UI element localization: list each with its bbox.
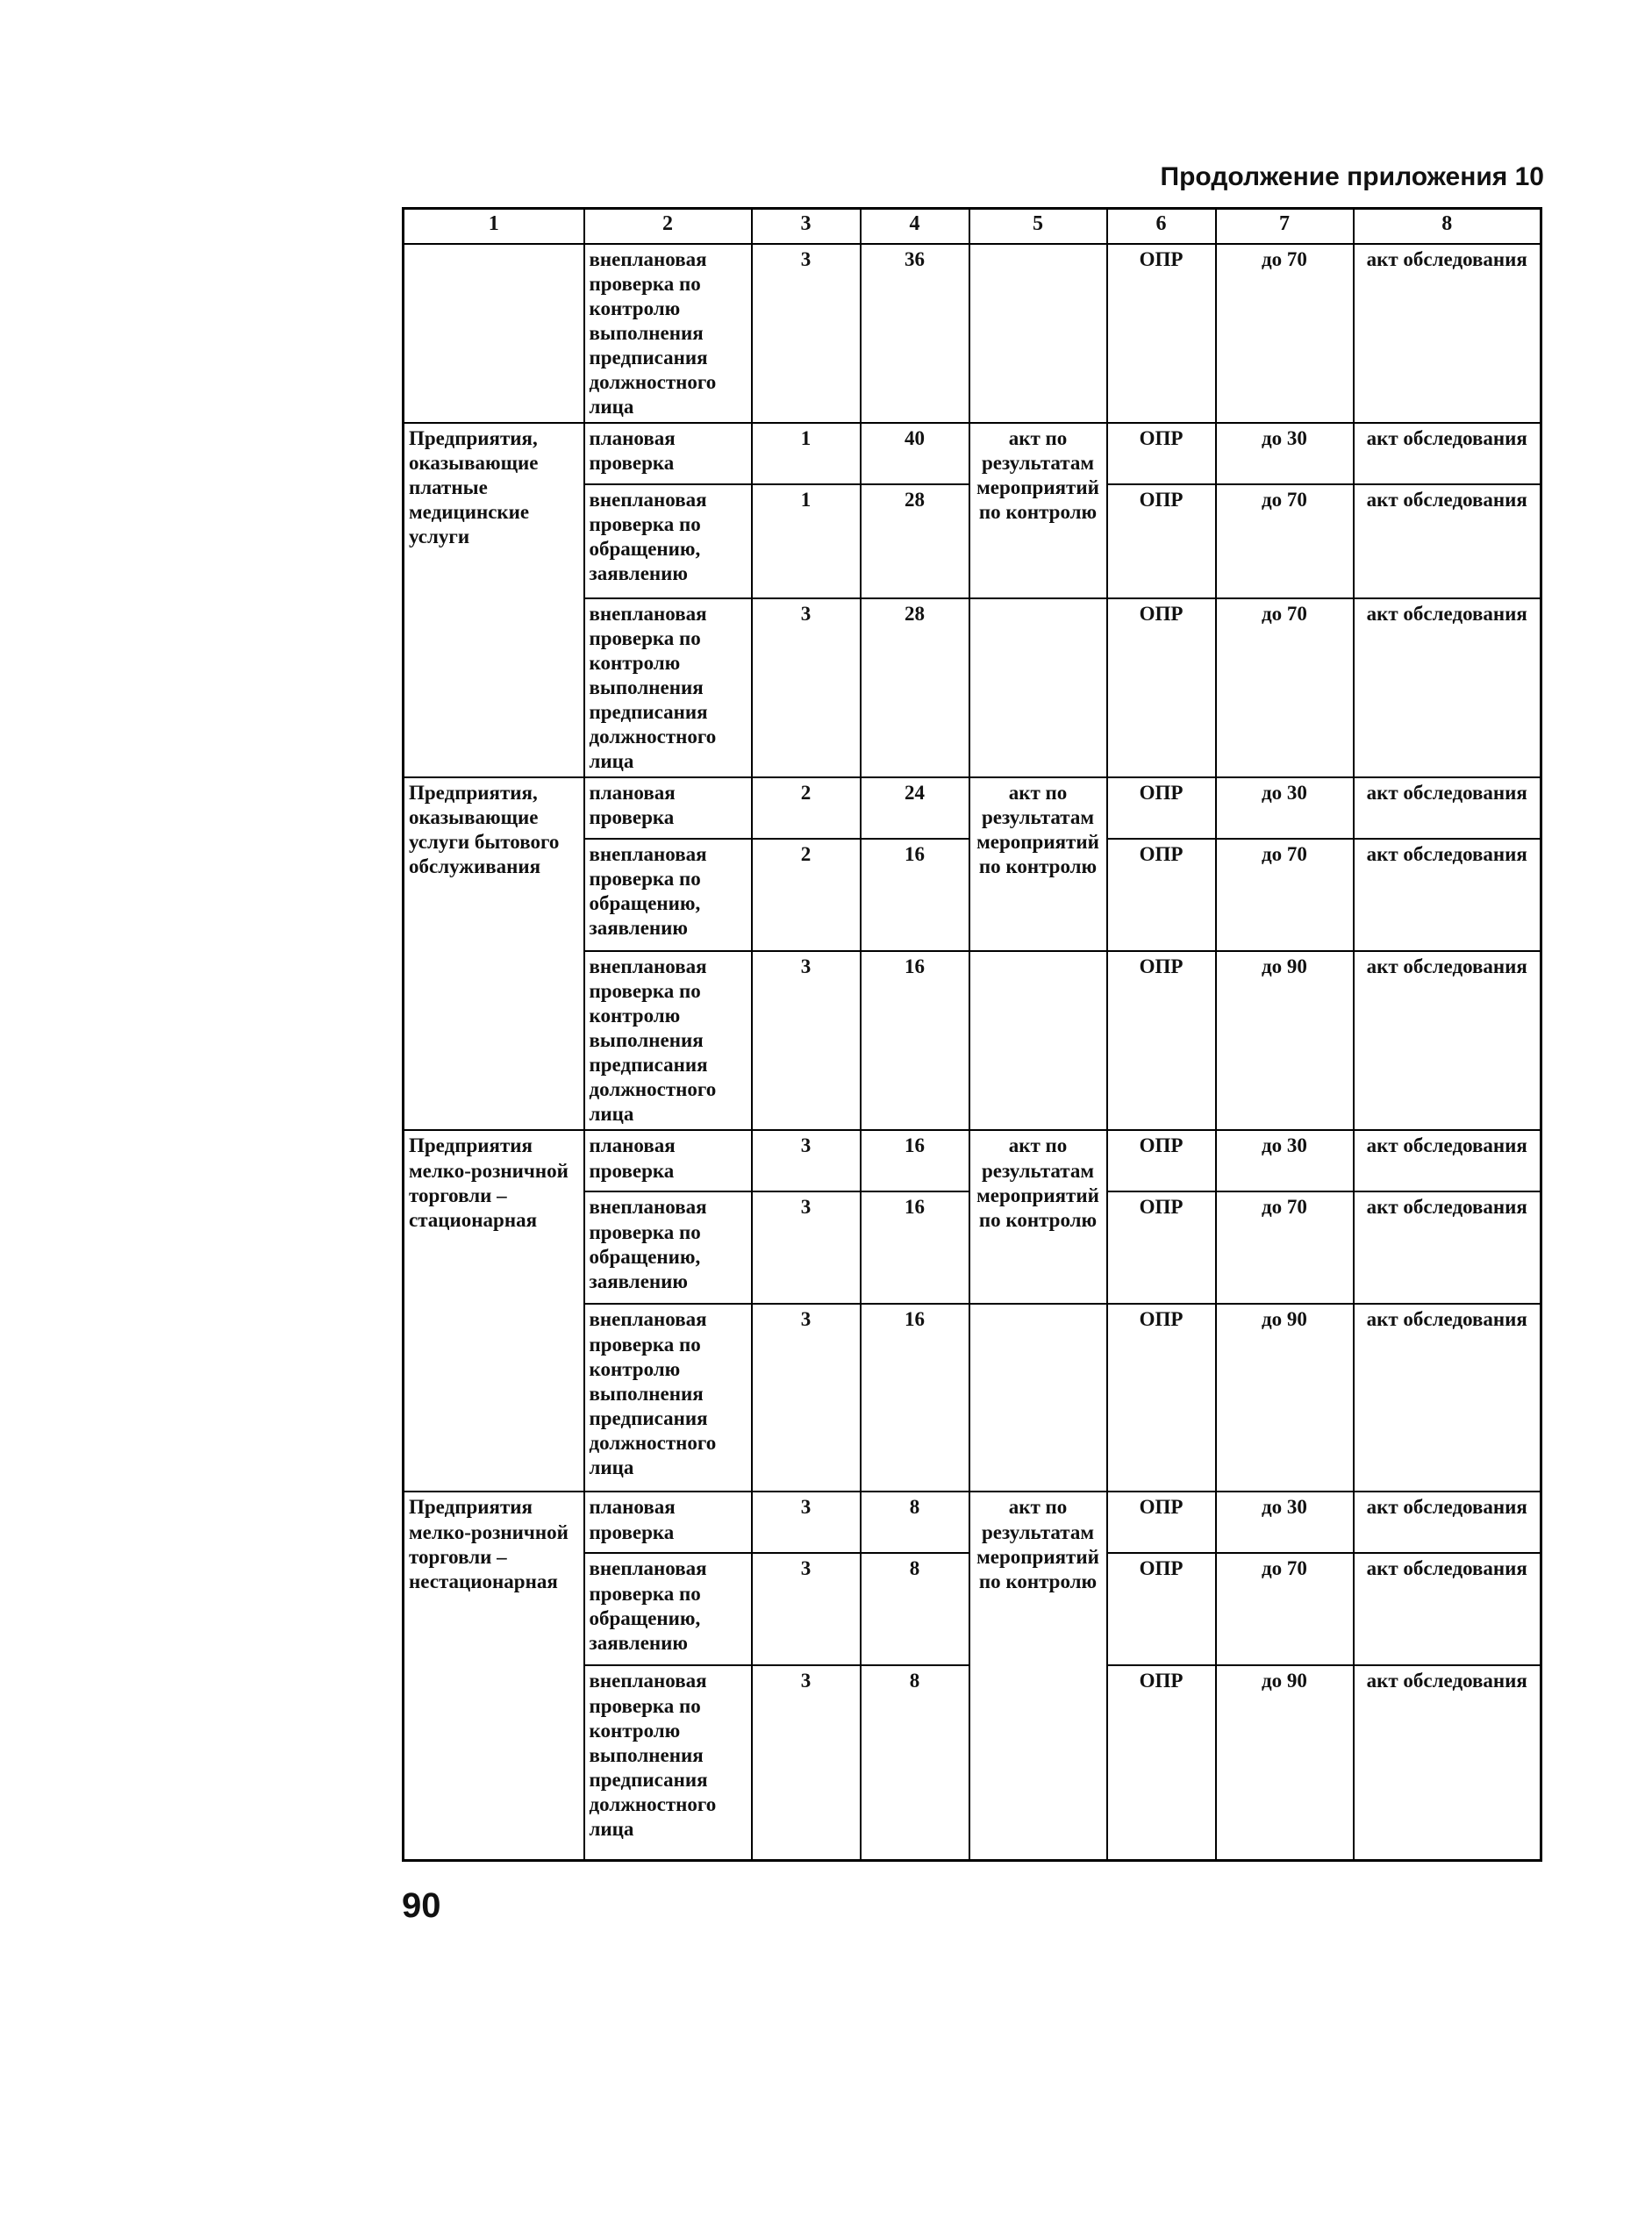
table-cell: до 30	[1216, 1492, 1354, 1553]
check-type-cell: внеплановая проверка по обращению, заявлению	[584, 1553, 752, 1665]
table-cell: до 70	[1216, 598, 1354, 777]
table-row	[404, 777, 1541, 839]
column-header: 3	[752, 209, 861, 244]
table-cell: 1	[752, 484, 861, 598]
check-type-cell: внеплановая проверка по обращению, заявлению	[584, 839, 752, 951]
table-row	[404, 244, 1541, 423]
table-cell: ОПР	[1107, 1553, 1216, 1665]
empty-cell	[969, 244, 1107, 423]
result-document-cell: акт по результатам мероприятий по контролю	[969, 777, 1107, 951]
check-type-cell: внеплановая проверка по контролю выполнения предписания должностного лица	[584, 598, 752, 777]
empty-cell	[969, 1304, 1107, 1492]
page-number: 90	[402, 1886, 441, 1925]
table-cell: 3	[752, 1492, 861, 1553]
table-cell: ОПР	[1107, 1130, 1216, 1191]
table-cell: 40	[861, 423, 969, 484]
column-header: 7	[1216, 209, 1354, 244]
table-cell: 3	[752, 1665, 861, 1860]
table-cell: до 70	[1216, 484, 1354, 598]
enterprise-category-cell: Предприятия мелко-розничной торговли – нестационарная	[404, 1492, 584, 1860]
table-cell: акт обследования	[1354, 777, 1541, 839]
empty-cell	[404, 244, 584, 423]
table-row	[404, 423, 1541, 484]
table-cell: до 70	[1216, 1553, 1354, 1665]
enterprise-category-cell: Предприятия мелко-розничной торговли – стационарная	[404, 1130, 584, 1492]
check-type-cell: плановая проверка	[584, 423, 752, 484]
table-cell: 16	[861, 1130, 969, 1191]
table-cell: ОПР	[1107, 484, 1216, 598]
table-cell: до 30	[1216, 423, 1354, 484]
table-cell: до 30	[1216, 1130, 1354, 1191]
table-row	[404, 1130, 1541, 1191]
table-cell: 16	[861, 1304, 969, 1492]
table-cell: 24	[861, 777, 969, 839]
table-cell: акт обследования	[1354, 1191, 1541, 1304]
result-document-cell: акт по результатам мероприятий по контролю	[969, 1492, 1107, 1860]
table-cell: акт обследования	[1354, 244, 1541, 423]
table-cell: до 90	[1216, 1304, 1354, 1492]
result-document-cell: акт по результатам мероприятий по контролю	[969, 1130, 1107, 1304]
table-cell: ОПР	[1107, 1191, 1216, 1304]
table-cell: 36	[861, 244, 969, 423]
table-cell: до 70	[1216, 839, 1354, 951]
enterprise-category-cell: Предприятия, оказывающие услуги бытового обслуживания	[404, 777, 584, 1130]
table-cell: акт обследования	[1354, 951, 1541, 1130]
table-cell: 3	[752, 244, 861, 423]
empty-cell	[969, 598, 1107, 777]
inspection-table	[402, 207, 1542, 1862]
table-cell: ОПР	[1107, 244, 1216, 423]
table-cell: 3	[752, 1191, 861, 1304]
table-cell: ОПР	[1107, 839, 1216, 951]
check-type-cell: внеплановая проверка по обращению, заявлению	[584, 1191, 752, 1304]
empty-cell	[969, 951, 1107, 1130]
table-cell: 1	[752, 423, 861, 484]
table-cell: 3	[752, 1304, 861, 1492]
table-cell: 16	[861, 951, 969, 1130]
check-type-cell: внеплановая проверка по контролю выполнения предписания должностного лица	[584, 244, 752, 423]
table-cell: 3	[752, 598, 861, 777]
check-type-cell: внеплановая проверка по обращению, заявлению	[584, 484, 752, 598]
enterprise-category-cell: Предприятия, оказывающие платные медицинские услуги	[404, 423, 584, 777]
check-type-cell: плановая проверка	[584, 777, 752, 839]
check-type-cell: плановая проверка	[584, 1130, 752, 1191]
table-cell: 16	[861, 839, 969, 951]
table-cell: ОПР	[1107, 598, 1216, 777]
table-cell: до 70	[1216, 1191, 1354, 1304]
table-cell: 16	[861, 1191, 969, 1304]
table-cell: ОПР	[1107, 1665, 1216, 1860]
table-row	[404, 1492, 1541, 1553]
table-cell: 28	[861, 598, 969, 777]
table-cell: ОПР	[1107, 423, 1216, 484]
column-header: 8	[1354, 209, 1541, 244]
table-cell: ОПР	[1107, 951, 1216, 1130]
table-caption: Продолжение приложения 10	[1160, 162, 1544, 191]
table-cell: 28	[861, 484, 969, 598]
table-cell: акт обследования	[1354, 598, 1541, 777]
table-cell: акт обследования	[1354, 1492, 1541, 1553]
column-header: 4	[861, 209, 969, 244]
table-cell: ОПР	[1107, 1304, 1216, 1492]
table-cell: акт обследования	[1354, 1665, 1541, 1860]
table-cell: 2	[752, 777, 861, 839]
check-type-cell: внеплановая проверка по контролю выполнения предписания должностного лица	[584, 1665, 752, 1860]
check-type-cell: плановая проверка	[584, 1492, 752, 1553]
check-type-cell: внеплановая проверка по контролю выполнения предписания должностного лица	[584, 1304, 752, 1492]
column-header: 6	[1107, 209, 1216, 244]
column-header: 5	[969, 209, 1107, 244]
column-header: 2	[584, 209, 752, 244]
header-row	[404, 209, 1541, 244]
check-type-cell: внеплановая проверка по контролю выполнения предписания должностного лица	[584, 951, 752, 1130]
table-cell: ОПР	[1107, 777, 1216, 839]
table-cell: акт обследования	[1354, 484, 1541, 598]
table-cell: акт обследования	[1354, 1130, 1541, 1191]
table-cell: до 70	[1216, 244, 1354, 423]
table-cell: до 30	[1216, 777, 1354, 839]
result-document-cell: акт по результатам мероприятий по контролю	[969, 423, 1107, 598]
table-cell: 3	[752, 951, 861, 1130]
table-cell: ОПР	[1107, 1492, 1216, 1553]
table-cell: 2	[752, 839, 861, 951]
table-cell: акт обследования	[1354, 423, 1541, 484]
table-cell: 8	[861, 1492, 969, 1553]
table-cell: до 90	[1216, 951, 1354, 1130]
table-cell: 8	[861, 1665, 969, 1860]
table-cell: до 90	[1216, 1665, 1354, 1860]
table-cell: акт обследования	[1354, 1553, 1541, 1665]
table-cell: 8	[861, 1553, 969, 1665]
table-cell: 3	[752, 1130, 861, 1191]
table-cell: 3	[752, 1553, 861, 1665]
table-cell: акт обследования	[1354, 1304, 1541, 1492]
column-header: 1	[404, 209, 584, 244]
table-cell: акт обследования	[1354, 839, 1541, 951]
